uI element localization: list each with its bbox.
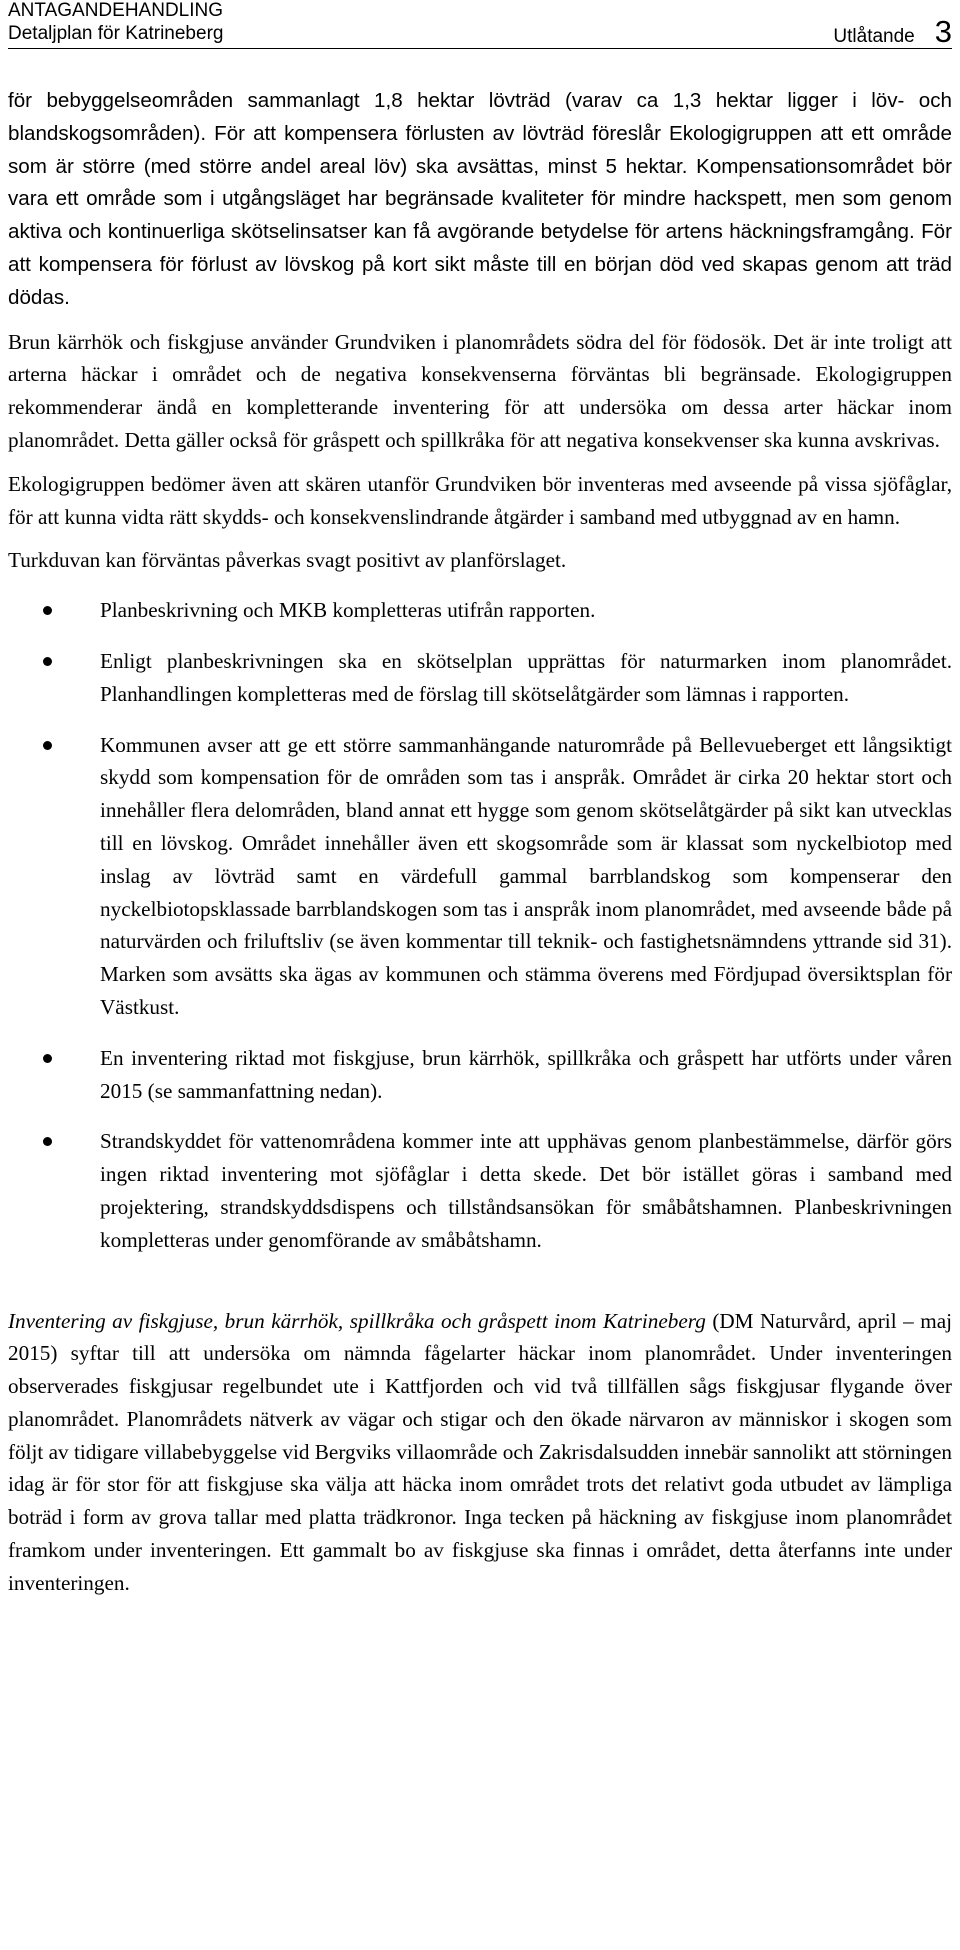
- document-type: Utlåtande: [833, 26, 915, 47]
- list-item: [8, 645, 952, 711]
- list-item-text: Enligt planbeskrivningen ska en skötselplan upprättas för naturmarken inom planområdet. Planhandlingen kompletteras med de förslag till skötselåtgärder som lämnas i rapporten.: [100, 648, 952, 706]
- list-item: [8, 729, 952, 1024]
- bullet-icon: [43, 657, 52, 666]
- bullet-icon: [43, 1054, 52, 1063]
- list-item: [8, 1042, 952, 1108]
- paragraph-compensation: för bebyggelseområden sammanlagt 1,8 hektar lövträd (varav ca 1,3 hektar ligger i löv- och blandskogsområden). För att kompensera förlusten av lövträd föreslår Ekologigruppen att ett område som är större (med större andel areal löv) ska avsättas, minst 5 hektar. Kompensationsområdet bör vara ett område som i utgångsläget har begränsade kvaliteter för mindre hackspett, men som genom aktiva och kontinuerliga skötselinsatser kan få avgörande betydelse för artens häckningsframgång. För att kompensera för förlust av lövskog på kort sikt måste till en början död ved skapas genom att träd dödas.: [8, 89, 952, 309]
- bullet-icon: [43, 1137, 52, 1146]
- inventory-text: (DM Naturvård, april – maj 2015) syftar till att undersöka om nämnda fågelarter häckar inom planområdet. Under inventeringen observerades fiskgjusar regelbundet ute i Kattfjorden och vid två tillfällen sågs fiskgjusar flygande över planområdet. Planområdets nätverk av vägar och stigar och den ökade närvaron av människor i skogen som följt av tidigare villabebyggelse vid Bergviks villaområde och Zakrisdalsudden innebär sannolikt att störningen idag är för stor för att fiskgjuse ska välja att häcka inom området trots det relativt goda utbudet av lämpliga boträd i form av grova tallar med platta trädkronor. Inga tecken på häckning av fiskgjuse inom planområdet framkom under inventeringen. Ett gammalt bo av fiskgjuse ska finnas i området, detta återfanns inte under inventeringen.: [8, 1308, 952, 1595]
- page-header: [8, 0, 952, 49]
- document-title: Detaljplan för Katrineberg: [8, 23, 224, 44]
- measures-list: [8, 594, 952, 1256]
- document-status: ANTAGANDEHANDLING: [8, 0, 224, 21]
- paragraph-seabirds: Ekologigruppen bedömer även att skären utanför Grundviken bör inventeras med avseende på vissa sjöfåglar, för att kunna vidta rätt skydds- och konsekvenslindrande åtgärder i samband med utbyggnad av en hamn.: [8, 471, 952, 529]
- bullet-icon: [43, 741, 52, 750]
- header-right: [833, 14, 952, 50]
- page-content: [8, 85, 952, 1600]
- list-item-text: Kommunen avser att ge ett större sammanhängande naturområde på Bellevueberget ett långsiktigt skydd som kompensation för de områden som tas i anspråk. Området är cirka 20 hektar stort och innehåller flera delområden, bland annat ett hygge som genom skötselåtgärder på sikt kan utvecklas till en lövskog. Området innehåller även ett skogsområde som är klassat som nyckelbiotop med inslag av lövträd samt en värdefull gammal barrblandskog som kompenserar den nyckelbiotopsklassade barrblandskogen som tas i anspråk inom planområdet, med avseende både på naturvärden och friluftsliv (se även kommentar till teknik- och fastighetsnämndens yttrande sid 31). Marken som avsätts ska ägas av kommunen och stämma överens med Fördjupad översiktsplan för Västkust.: [100, 732, 952, 1019]
- bullet-icon: [43, 606, 52, 615]
- paragraph-inventory: [8, 1305, 952, 1600]
- paragraph-raptors: Brun kärrhök och fiskgjuse använder Grundviken i planområdets södra del för födosök. Det är inte troligt att arterna häckar i området och de negativa konsekvenserna förväntas bli begränsade. Ekologigruppen rekommenderar ändå en kompletterande inventering för att undersöka om dessa arter häckar inom planområdet. Detta gäller också för gråspett och spillkråka för att negativa konsekvenser ska kunna avskrivas.: [8, 329, 952, 452]
- list-item: [8, 594, 952, 627]
- inventory-title: Inventering av fiskgjuse, brun kärrhök, spillkråka och gråspett inom Katrineberg: [8, 1308, 706, 1333]
- page-number: 3: [934, 14, 952, 49]
- list-item-text: Strandskyddet för vattenområdena kommer inte att upphävas genom planbestämmelse, därför görs ingen riktad inventering mot sjöfåglar i detta skede. Det bör istället göras i samband med projektering, strandskyddsdispens och tillståndsansökan för småbåtshamnen. Planbeskrivningen kompletteras under genomförande av småbåtshamn.: [100, 1129, 952, 1252]
- paragraph-turkduva: Turkduvan kan förväntas påverkas svagt positivt av planförslaget.: [8, 548, 567, 573]
- list-item-text: En inventering riktad mot fiskgjuse, brun kärrhök, spillkråka och gråspett har utförts under våren 2015 (se sammanfattning nedan).: [100, 1045, 952, 1103]
- list-item-text: Planbeskrivning och MKB kompletteras utifrån rapporten.: [100, 598, 596, 623]
- list-item: [8, 1125, 952, 1256]
